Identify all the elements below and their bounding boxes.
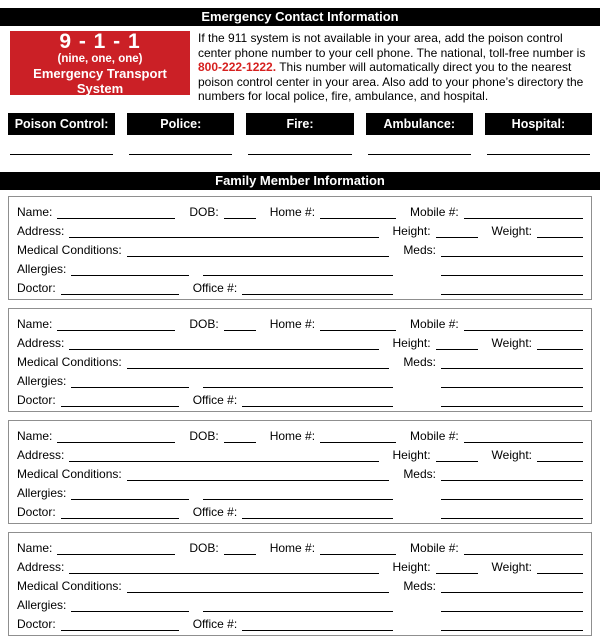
office-phone-label: Office #: [192,616,238,631]
row-spacer [398,487,436,500]
allergies-write-in-line[interactable] [71,598,189,612]
contact-column [366,113,473,155]
medical-conditions-write-in-line[interactable] [127,243,390,257]
home-phone-write-in-line[interactable] [320,429,396,443]
doctor-label: Doctor: [17,280,56,295]
meds-label: Meds: [403,578,436,593]
weight-label: Weight: [491,223,532,238]
height-write-in-line[interactable] [436,560,478,574]
allergies-continued-write-in-line[interactable] [203,486,393,500]
doctor-write-in-line[interactable] [61,505,179,519]
weight-label: Weight: [491,447,532,462]
meds-continued-write-in-line[interactable] [441,374,583,388]
meds-label: Meds: [403,466,436,481]
contact-label: Ambulance: [366,113,473,135]
weight-label: Weight: [491,559,532,574]
member-row-address [17,443,583,462]
meds-continued-write-in-line[interactable] [441,262,583,276]
meds-continued-write-in-line[interactable] [441,617,583,631]
family-member-card [8,532,592,636]
meds-continued-write-in-line[interactable] [441,598,583,612]
allergies-write-in-line[interactable] [71,486,189,500]
family-member-card [8,420,592,524]
contact-label: Fire: [246,113,353,135]
home-phone-label: Home #: [269,316,316,331]
dob-label: DOB: [189,428,219,443]
height-write-in-line[interactable] [436,336,478,350]
meds-write-in-line[interactable] [441,579,583,593]
member-row-medical [17,238,583,257]
911-transport-label: Emergency Transport System [33,66,167,96]
address-label: Address: [17,223,65,238]
member-row-doctor [17,388,583,407]
medical-conditions-write-in-line[interactable] [127,579,390,593]
meds-label: Meds: [403,242,436,257]
home-phone-write-in-line[interactable] [320,205,396,219]
911-phonetic: (nine, one, one) [57,53,143,65]
member-row-name [17,312,583,331]
allergies-label: Allergies: [17,373,67,388]
contact-phone-write-in-line[interactable] [10,154,113,155]
poison-control-phone-number: 800-222-1222. [198,60,277,75]
meds-continued-write-in-line[interactable] [441,505,583,519]
member-row-name [17,424,583,443]
allergies-write-in-line[interactable] [71,262,189,276]
doctor-write-in-line[interactable] [61,281,179,295]
name-write-in-line[interactable] [57,429,175,443]
contact-column [8,113,115,155]
name-label: Name: [17,316,53,331]
mobile-phone-label: Mobile #: [410,204,459,219]
mobile-phone-label: Mobile #: [410,316,459,331]
mobile-phone-write-in-line[interactable] [464,205,583,219]
row-spacer [398,394,436,407]
mobile-phone-write-in-line[interactable] [464,541,583,555]
member-row-allergies [17,369,583,388]
height-label: Height: [392,447,431,462]
medical-conditions-write-in-line[interactable] [127,355,390,369]
office-phone-label: Office #: [192,280,238,295]
dob-label: DOB: [189,204,219,219]
contact-label: Hospital: [485,113,592,135]
row-spacer [398,506,436,519]
mobile-phone-label: Mobile #: [410,540,459,555]
office-phone-write-in-line[interactable] [242,505,393,519]
emergency-contacts-row [8,113,592,155]
row-spacer [398,263,436,276]
family-section-title-bar [0,172,600,190]
weight-write-in-line[interactable] [537,224,583,238]
member-row-medical [17,574,583,593]
allergies-write-in-line[interactable] [71,374,189,388]
911-emergency-box [10,31,190,95]
allergies-label: Allergies: [17,597,67,612]
name-write-in-line[interactable] [57,541,175,555]
height-write-in-line[interactable] [436,448,478,462]
address-write-in-line[interactable] [69,336,378,350]
meds-write-in-line[interactable] [441,355,583,369]
dob-label: DOB: [189,316,219,331]
contact-phone-write-in-line[interactable] [129,154,232,155]
mobile-phone-label: Mobile #: [410,428,459,443]
office-phone-write-in-line[interactable] [242,393,393,407]
family-member-card [8,308,592,412]
allergies-continued-write-in-line[interactable] [203,262,393,276]
contact-phone-write-in-line[interactable] [248,154,351,155]
height-label: Height: [392,223,431,238]
page-title-bar [0,8,600,26]
doctor-write-in-line[interactable] [61,617,179,631]
contact-phone-write-in-line[interactable] [368,154,471,155]
contact-column [246,113,353,155]
medical-conditions-label: Medical Conditions: [17,466,122,481]
address-label: Address: [17,447,65,462]
office-phone-write-in-line[interactable] [242,281,393,295]
member-row-allergies [17,593,583,612]
meds-continued-write-in-line[interactable] [441,281,583,295]
medical-conditions-label: Medical Conditions: [17,242,122,257]
meds-label: Meds: [403,354,436,369]
page-title: Emergency Contact Information [201,9,399,24]
medical-conditions-write-in-line[interactable] [127,467,390,481]
member-row-address [17,555,583,574]
member-row-address [17,219,583,238]
meds-write-in-line[interactable] [441,467,583,481]
office-phone-label: Office #: [192,504,238,519]
address-label: Address: [17,335,65,350]
name-write-in-line[interactable] [57,205,175,219]
family-members-list [0,196,600,636]
name-label: Name: [17,428,53,443]
meds-continued-write-in-line[interactable] [441,393,583,407]
meds-continued-write-in-line[interactable] [441,486,583,500]
medical-conditions-label: Medical Conditions: [17,354,122,369]
home-phone-label: Home #: [269,428,316,443]
doctor-label: Doctor: [17,504,56,519]
row-spacer [398,282,436,295]
member-row-address [17,331,583,350]
contact-column [127,113,234,155]
contact-label: Police: [127,113,234,135]
weight-write-in-line[interactable] [537,336,583,350]
contact-column [485,113,592,155]
height-label: Height: [392,335,431,350]
dob-write-in-line[interactable] [224,541,256,555]
intro-text-before: If the 911 system is not available in your area, add the poison control center phone number to your cell phone. The national, toll-free number is [198,31,586,60]
weight-write-in-line[interactable] [537,448,583,462]
allergies-continued-write-in-line[interactable] [203,374,393,388]
address-write-in-line[interactable] [69,560,378,574]
member-row-doctor [17,276,583,295]
contact-phone-write-in-line[interactable] [487,154,590,155]
allergies-label: Allergies: [17,261,67,276]
dob-write-in-line[interactable] [224,317,256,331]
row-spacer [398,375,436,388]
member-row-allergies [17,481,583,500]
row-spacer [398,618,436,631]
mobile-phone-write-in-line[interactable] [464,317,583,331]
member-row-name [17,536,583,555]
height-write-in-line[interactable] [436,224,478,238]
allergies-label: Allergies: [17,485,67,500]
meds-write-in-line[interactable] [441,243,583,257]
allergies-continued-write-in-line[interactable] [203,598,393,612]
intro-text-after: This number will automatically direct you to the nearest poison control center in your area. Also add to your phone’s directory the numbers for local police, fire, ambulance, and hospital. [198,60,584,104]
family-section-title: Family Member Information [215,172,385,188]
weight-label: Weight: [491,335,532,350]
doctor-label: Doctor: [17,392,56,407]
doctor-label: Doctor: [17,616,56,631]
office-phone-label: Office #: [192,392,238,407]
member-row-doctor [17,612,583,631]
member-row-doctor [17,500,583,519]
row-spacer [398,599,436,612]
home-phone-write-in-line[interactable] [320,317,396,331]
member-row-medical [17,350,583,369]
member-row-name [17,200,583,219]
weight-write-in-line[interactable] [537,560,583,574]
dob-label: DOB: [189,540,219,555]
member-row-allergies [17,257,583,276]
name-label: Name: [17,204,53,219]
contact-label: Poison Control: [8,113,115,135]
name-label: Name: [17,540,53,555]
height-label: Height: [392,559,431,574]
intro-paragraph [198,31,593,104]
member-row-medical [17,462,583,481]
911-number: 9 - 1 - 1 [59,30,141,53]
family-member-card [8,196,592,300]
emergency-contact-form [0,8,600,631]
intro-section [10,31,593,104]
home-phone-label: Home #: [269,540,316,555]
medical-conditions-label: Medical Conditions: [17,578,122,593]
address-label: Address: [17,559,65,574]
office-phone-write-in-line[interactable] [242,617,393,631]
name-write-in-line[interactable] [57,317,175,331]
address-write-in-line[interactable] [69,448,378,462]
address-write-in-line[interactable] [69,224,378,238]
dob-write-in-line[interactable] [224,429,256,443]
home-phone-label: Home #: [269,204,316,219]
home-phone-write-in-line[interactable] [320,541,396,555]
dob-write-in-line[interactable] [224,205,256,219]
mobile-phone-write-in-line[interactable] [464,429,583,443]
doctor-write-in-line[interactable] [61,393,179,407]
